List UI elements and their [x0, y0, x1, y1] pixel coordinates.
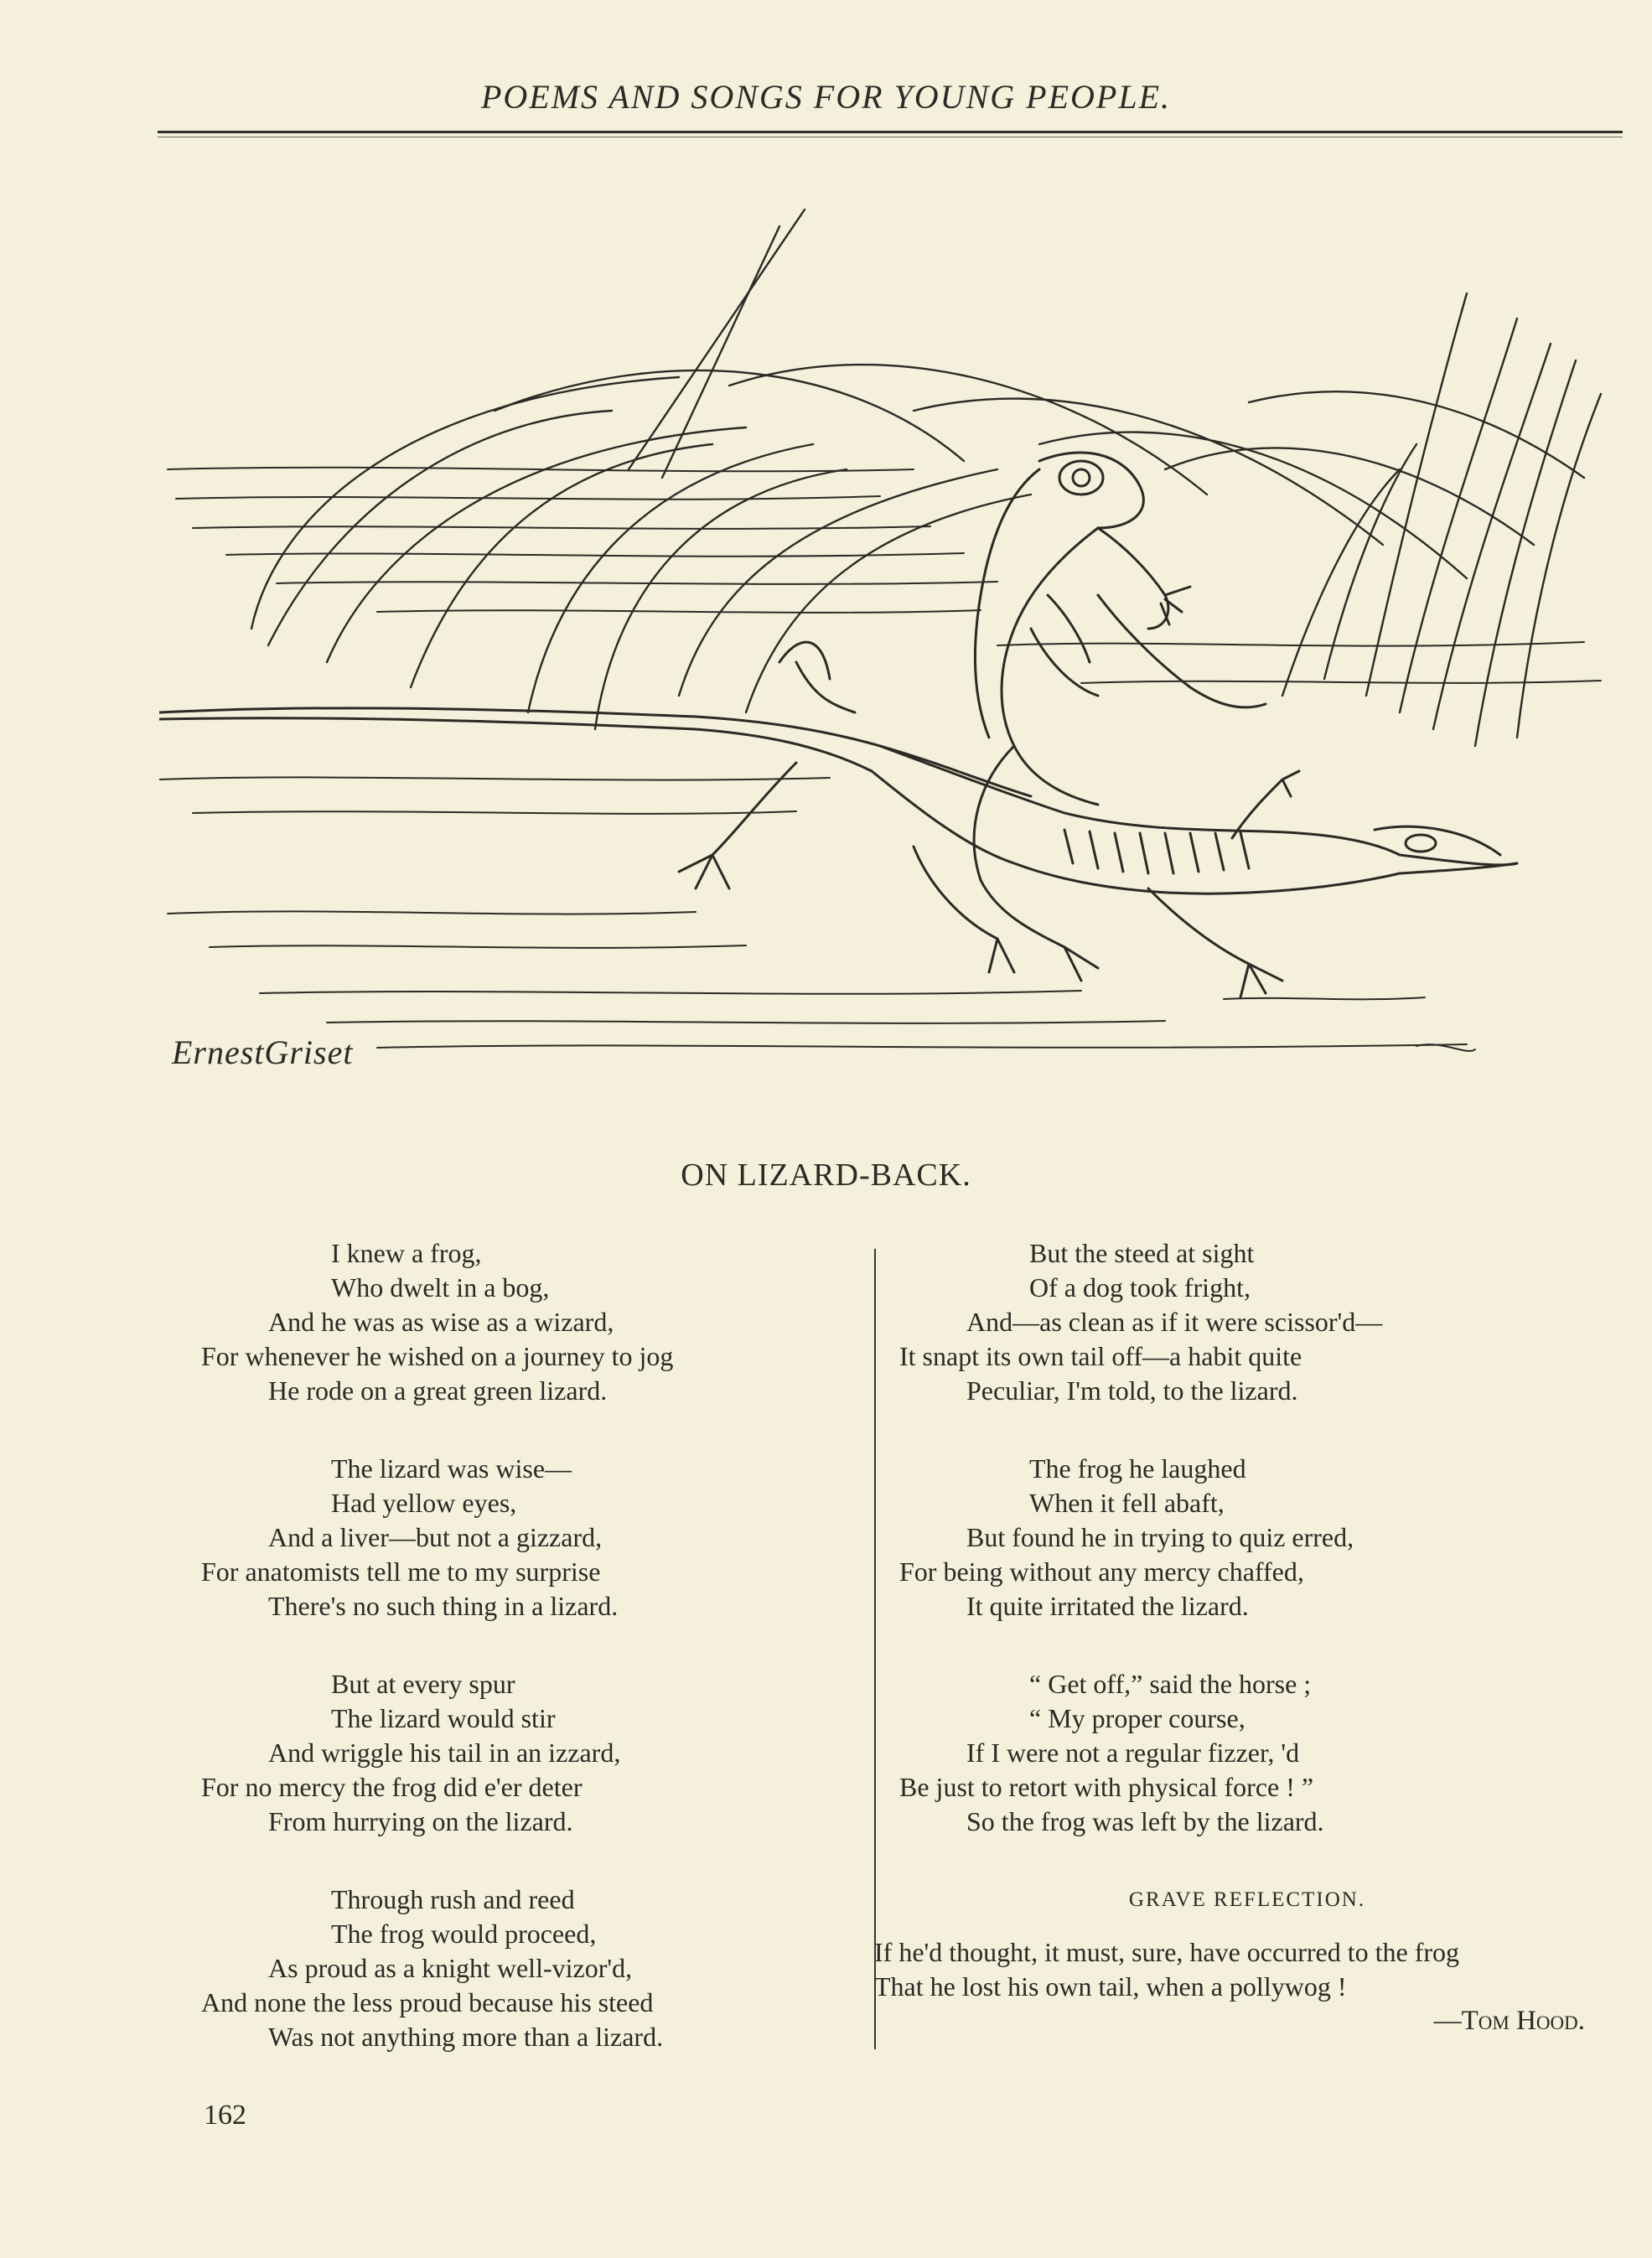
stanza-2	[193, 1452, 855, 1624]
stanza-6	[891, 1452, 1629, 1624]
poem-line: Through rush and reed	[331, 1884, 575, 1914]
page-number: 162	[204, 2100, 246, 2131]
poem-line: But the steed at sight	[1029, 1238, 1255, 1268]
poem-line: From hurrying on the lizard.	[268, 1806, 573, 1836]
poem-line: When it fell abaft,	[1029, 1488, 1225, 1518]
poem-line: So the frog was left by the lizard.	[966, 1806, 1324, 1836]
stanza-1	[193, 1236, 855, 1408]
poem-line: For whenever he wished on a journey to jog	[201, 1341, 674, 1371]
poem-line: I knew a frog,	[331, 1238, 482, 1268]
poem-line: Be just to retort with physical force ! ”	[899, 1772, 1314, 1802]
poem-line: The frog he laughed	[1029, 1453, 1246, 1484]
grave-reflection	[874, 1883, 1629, 2038]
stanza-7	[891, 1667, 1629, 1839]
poem-line: The lizard would stir	[331, 1703, 556, 1733]
poem-line: And a liver—but not a gizzard,	[268, 1522, 603, 1552]
column-divider	[874, 1249, 876, 2049]
poem-line: For no mercy the frog did e'er deter	[201, 1772, 583, 1802]
reflection-title: GRAVE REFLECTION.	[1128, 1888, 1366, 1911]
reeds	[251, 210, 1601, 746]
poem-right-column	[874, 1236, 1629, 2038]
poem-line: Peculiar, I'm told, to the lizard.	[966, 1375, 1298, 1406]
poem-attribution: —Tom Hood.	[1433, 2006, 1585, 2036]
poem-line: And—as clean as if it were scissor'd—	[966, 1307, 1383, 1337]
poem-line: Who dwelt in a bog,	[331, 1272, 550, 1302]
artist-signature: ErnestGriset	[172, 1033, 354, 1071]
poem-line: The lizard was wise—	[331, 1453, 572, 1484]
poem-line: And wriggle his tail in an izzard,	[268, 1738, 621, 1768]
poem-line: And none the less proud because his steed	[201, 1987, 654, 2017]
poem-line: As proud as a knight well-vizor'd,	[268, 1953, 633, 1983]
frog-on-lizard-illustration	[159, 193, 1618, 1090]
poem-line: He rode on a great green lizard.	[268, 1375, 608, 1406]
reflection-line: That he lost his own tail, when a pollywog !	[874, 1971, 1347, 2002]
poem-line: It quite irritated the lizard.	[966, 1591, 1249, 1621]
poem-line: The frog would proceed,	[331, 1919, 597, 1949]
poem-line: For anatomists tell me to my surprise	[201, 1556, 601, 1587]
poem-line: Had yellow eyes,	[331, 1488, 517, 1518]
poem-line: Was not anything more than a lizard.	[268, 2022, 664, 2052]
poem-line: And he was as wise as a wizard,	[268, 1307, 614, 1337]
poem-line: But found he in trying to quiz erred,	[966, 1522, 1354, 1552]
stanza-5	[891, 1236, 1629, 1408]
water-lines	[159, 468, 1601, 1051]
stanza-4	[193, 1883, 855, 2054]
running-title: POEMS AND SONGS FOR YOUNG PEOPLE.	[480, 78, 1171, 116]
poem-left-column	[193, 1236, 855, 2098]
poem-line: “ Get off,” said the horse ;	[1029, 1669, 1312, 1699]
poem-line: It snapt its own tail off—a habit quite	[899, 1341, 1302, 1371]
poem-line: “ My proper course,	[1029, 1703, 1245, 1733]
poem-line: Of a dog took fright,	[1029, 1272, 1251, 1302]
header-rule	[158, 131, 1623, 133]
poem-line: For being without any mercy chaffed,	[899, 1556, 1304, 1587]
frog	[974, 453, 1266, 981]
poem-line: There's no such thing in a lizard.	[268, 1591, 619, 1621]
poem-title: ON LIZARD-BACK.	[681, 1157, 971, 1193]
poem-line: But at every spur	[331, 1669, 515, 1699]
stanza-3	[193, 1667, 855, 1839]
reflection-line: If he'd thought, it must, sure, have occurred to the frog	[874, 1937, 1460, 1967]
lizard	[159, 642, 1517, 997]
poem-line: If I were not a regular fizzer, 'd	[966, 1738, 1300, 1768]
